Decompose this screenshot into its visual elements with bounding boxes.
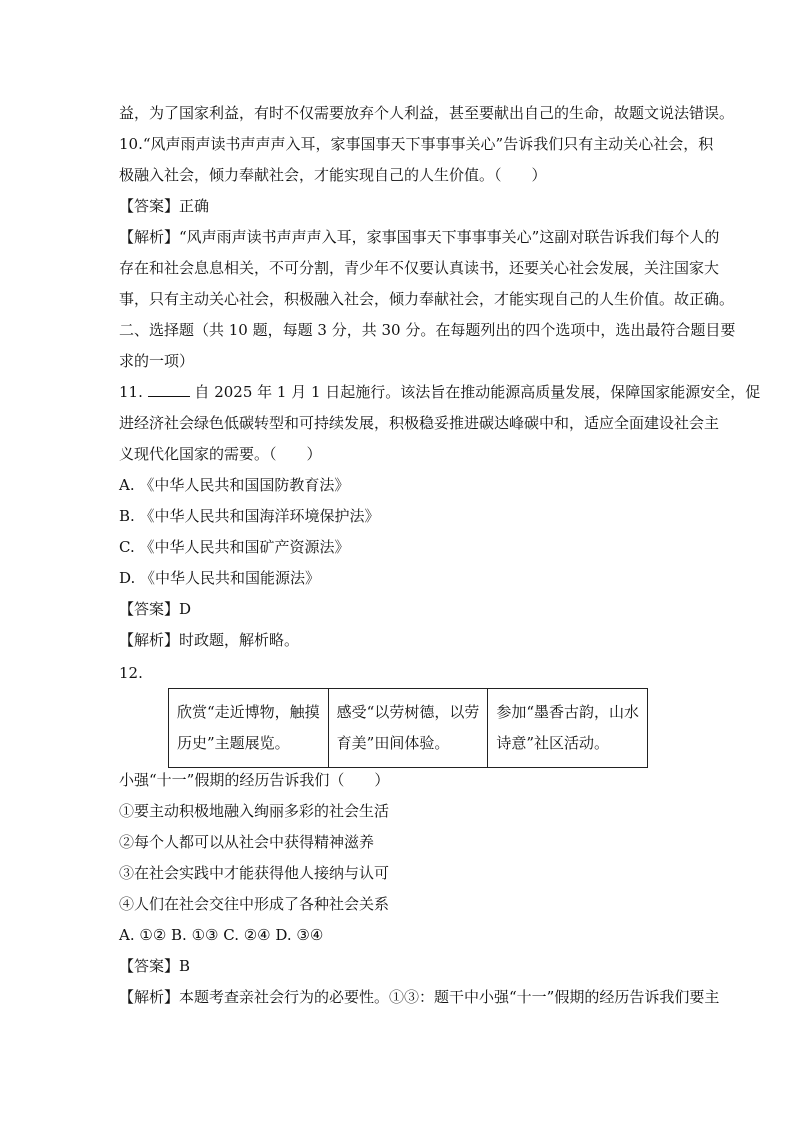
question-10-line-2: 极融入社会，倾力奉献社会，才能实现自己的人生价值。（ ） <box>119 166 547 184</box>
section-heading-line-2: 求的一项） <box>119 352 195 370</box>
answer-blank <box>148 382 190 397</box>
statement-4: ④人们在社会交往中形成了各种社会关系 <box>119 895 390 913</box>
cell-text: 感受“以劳树德，以劳 <box>336 703 480 721</box>
option-d: D. 《中华人民共和国能源法》 <box>119 569 321 587</box>
statement-2: ②每个人都可以从社会中获得精神滋养 <box>119 833 375 851</box>
option-c: C. 《中华人民共和国矿产资源法》 <box>119 538 350 556</box>
analysis-line: 【解析】本题考查亲社会行为的必要性。①③：题干中小强“十一”假期的经历告诉我们要主 <box>119 988 720 1006</box>
choices-line: A. ①② B. ①③ C. ②④ D. ③④ <box>119 926 324 944</box>
section-heading-line-1: 二、选择题（共 10 题，每题 3 分，共 30 分。在每题列出的四个选项中，选出最符合题目要 <box>119 321 736 339</box>
question-11-line-3: 义现代化国家的需要。（ ） <box>119 445 322 463</box>
option-b: B. 《中华人民共和国海洋环境保护法》 <box>119 507 380 525</box>
answer-label: 【答案】D <box>119 600 192 618</box>
analysis-line: 【解析】时政题，解析略。 <box>119 631 300 649</box>
question-10-line-1: 10.“风声雨声读书声声声入耳，家事国事天下事事事关心”告诉我们只有主动关心社会，积 <box>119 135 714 153</box>
table-cell <box>328 689 488 768</box>
activity-table <box>168 688 648 768</box>
statement-1: ①要主动积极地融入绚丽多彩的社会生活 <box>119 802 390 820</box>
question-11-line-2: 进经济社会绿色低碳转型和可持续发展，积极稳妥推进碳达峰碳中和，适应全面建设社会主 <box>119 414 720 432</box>
table-cell <box>488 689 648 768</box>
answer-label: 【答案】B <box>119 957 191 975</box>
question-12-number: 12. <box>119 664 143 682</box>
question-11-line-1 <box>119 382 761 402</box>
question-text: 自 2025 年 1 月 1 日起施行。该法旨在推动能源高质量发展，保障国家能源安全，促 <box>194 383 761 401</box>
cell-text: 历史”主题展览。 <box>177 734 290 752</box>
text-line: 益，为了国家利益，有时不仅需要放弃个人利益，甚至要献出自己的生命，故题文说法错误。 <box>119 104 735 122</box>
analysis-line-2: 存在和社会息息相关，不可分割，青少年不仅要认真读书，还要关心社会发展，关注国家大 <box>119 259 720 277</box>
question-12-stem: 小强“十一”假期的经历告诉我们（ ） <box>119 771 390 789</box>
cell-text: 育美”田间体验。 <box>336 734 450 752</box>
table-row <box>169 689 648 768</box>
analysis-line-1: 【解析】“风声雨声读书声声声入耳，家事国事天下事事事关心”这副对联告诉我们每个人的 <box>119 228 720 246</box>
cell-text: 欣赏“走近博物，触摸 <box>177 703 320 721</box>
cell-text: 参加“墨香古韵，山水 <box>496 703 640 721</box>
table-cell <box>169 689 329 768</box>
answer-label: 【答案】正确 <box>119 197 210 215</box>
cell-text: 诗意”社区活动。 <box>496 734 610 752</box>
option-a: A. 《中华人民共和国国防教育法》 <box>119 476 350 494</box>
analysis-line-3: 事，只有主动关心社会，积极融入社会，倾力奉献社会，才能实现自己的人生价值。故正确。 <box>119 290 735 308</box>
statement-3: ③在社会实践中才能获得他人接纳与认可 <box>119 864 390 882</box>
question-number: 11. <box>119 383 143 401</box>
